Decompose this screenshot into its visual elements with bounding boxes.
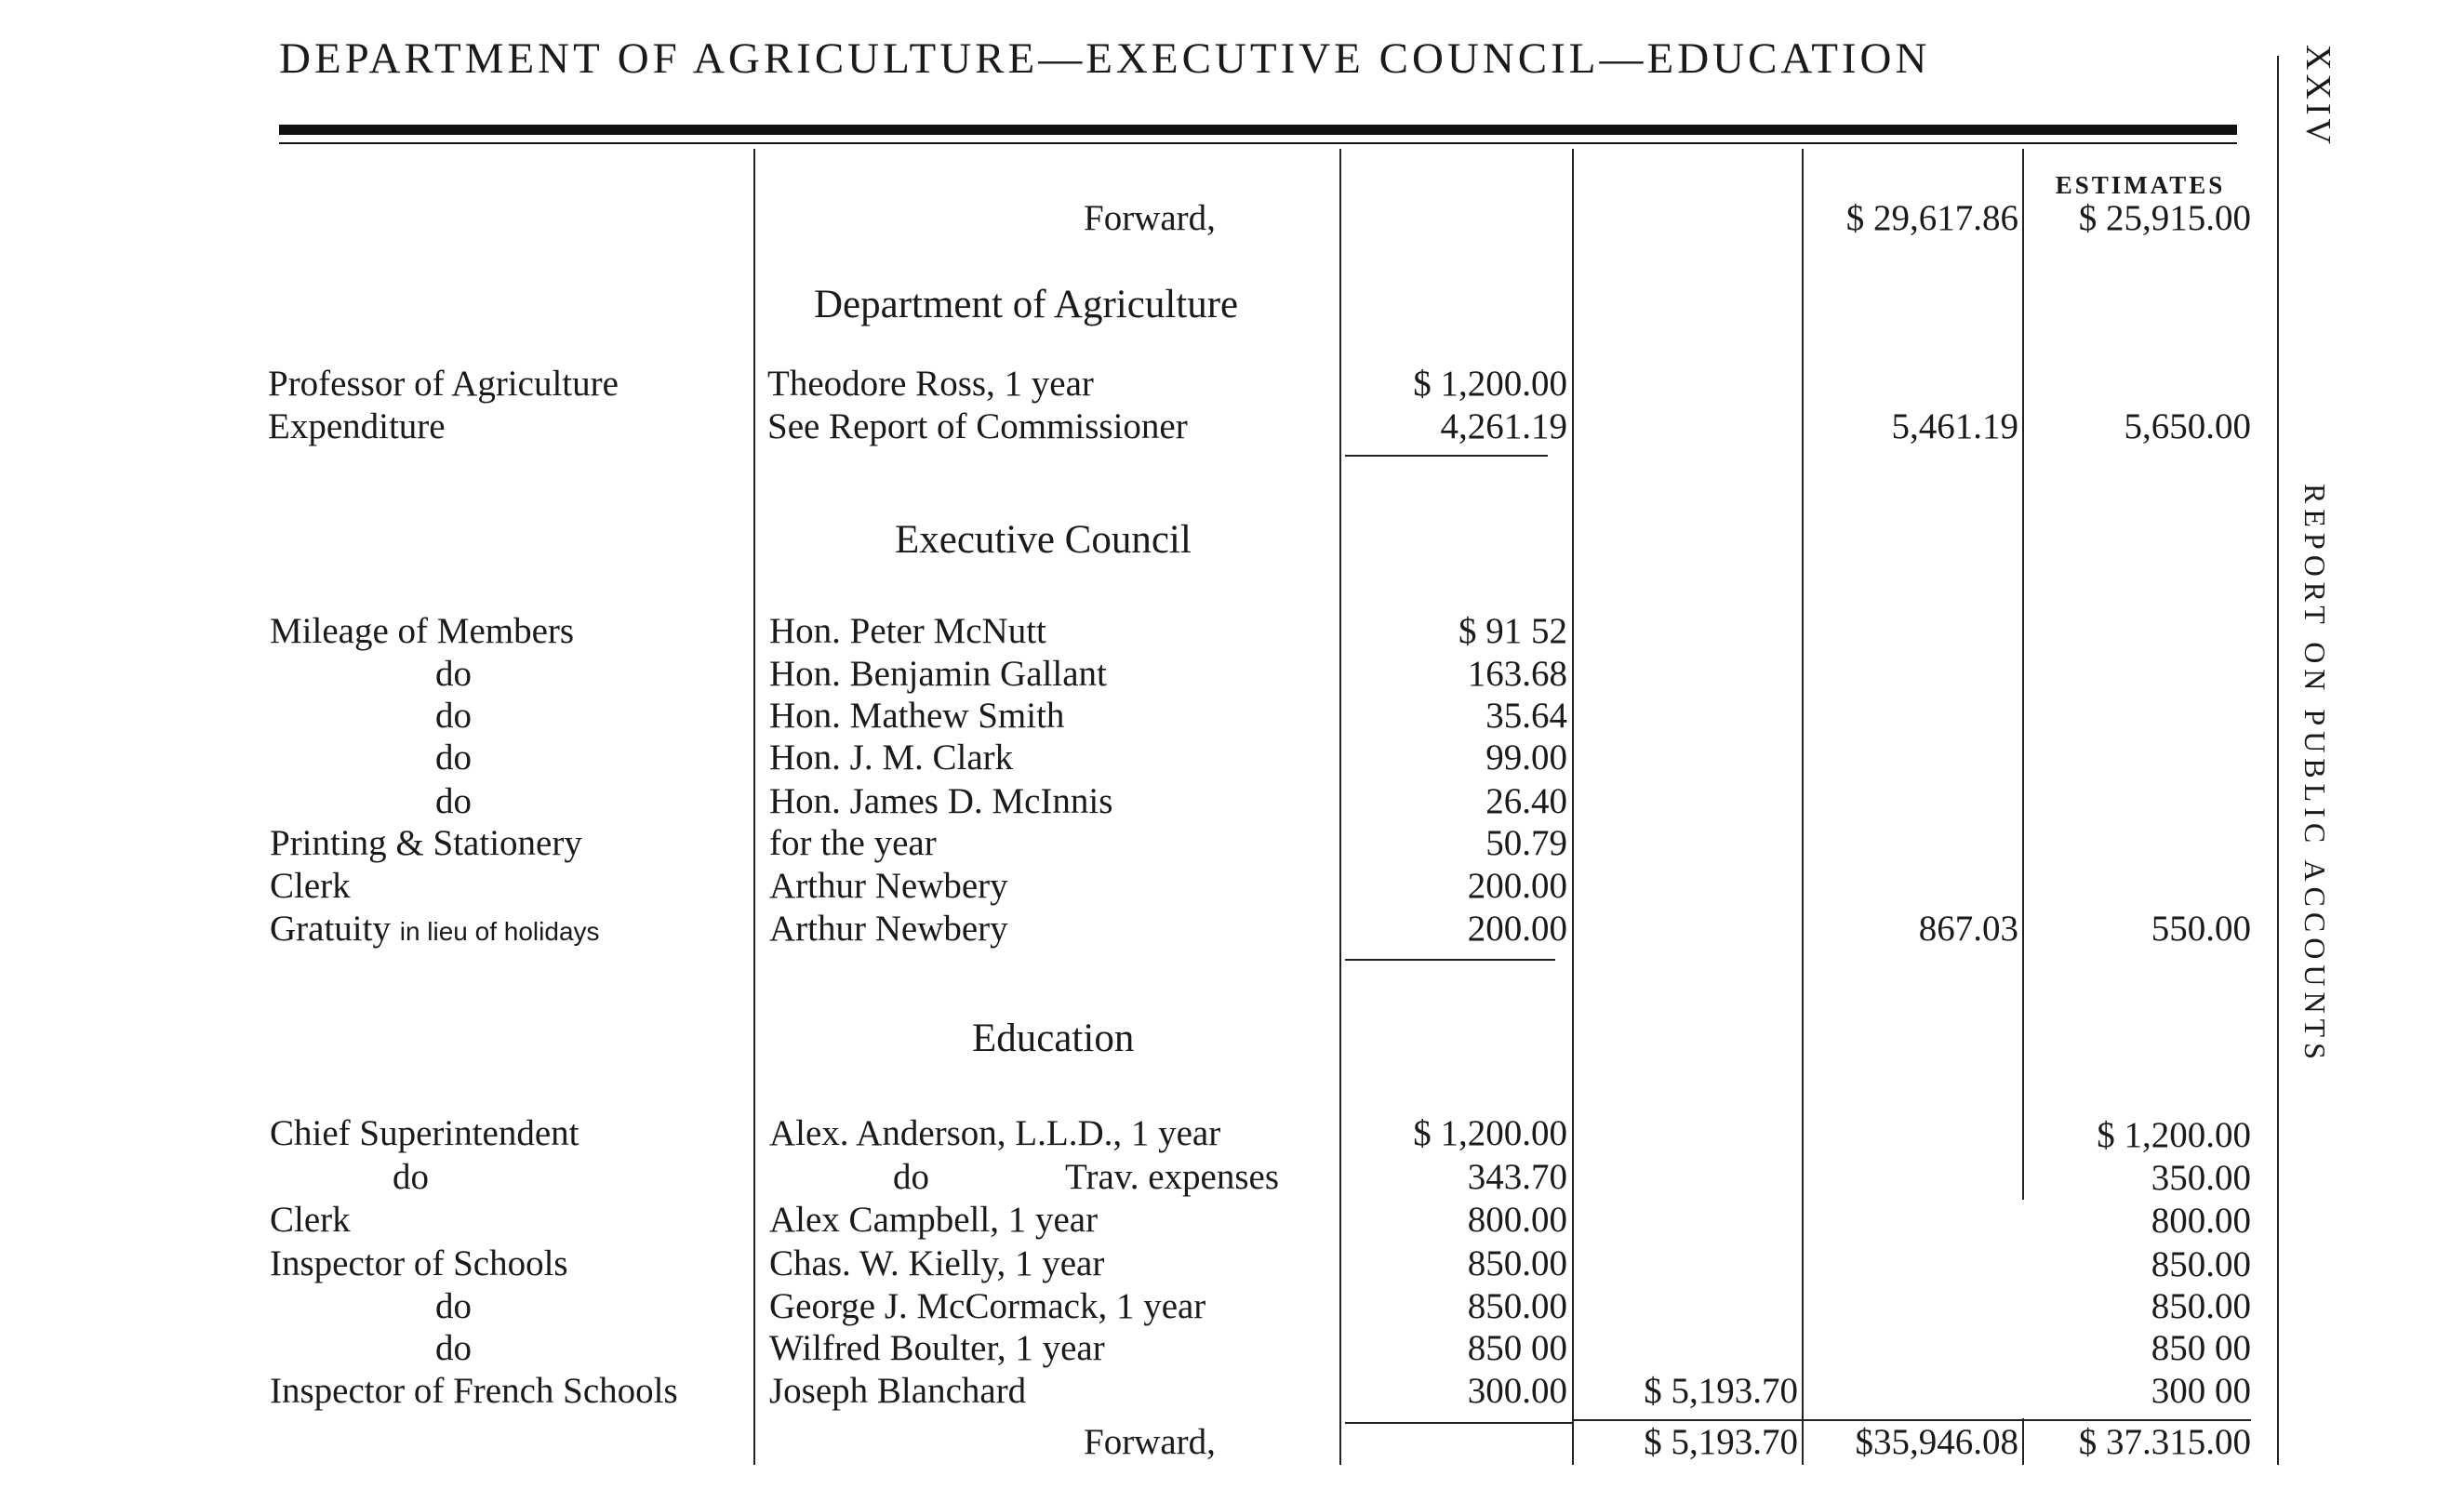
- item-label: Inspector of French Schools: [270, 1371, 678, 1411]
- detail-label: Arthur Newbery: [769, 909, 1008, 949]
- gratuity-row-label: [270, 908, 600, 953]
- item-note: in lieu of holidays: [399, 917, 600, 946]
- detail-label: Alex Campbell, 1 year: [769, 1200, 1099, 1240]
- sum-rule: [1345, 959, 1555, 961]
- amount: 850.00: [1467, 1286, 1567, 1326]
- section-heading-executive: Executive Council: [895, 518, 1192, 562]
- forward-subtotal: $ 5,193.70: [1644, 1422, 1798, 1462]
- item-ditto: do: [435, 1328, 472, 1368]
- estimate: 850 00: [2151, 1328, 2251, 1368]
- amount: $ 1,200.00: [1413, 364, 1567, 404]
- amount: 35.64: [1485, 696, 1567, 736]
- item-label: Mileage of Members: [270, 611, 575, 651]
- detail-label: Joseph Blanchard: [769, 1371, 1027, 1411]
- detail-label: for the year: [769, 823, 937, 863]
- header-rule-thin: [279, 142, 2237, 144]
- detail-label: Hon. James D. McInnis: [769, 781, 1113, 821]
- amount: 99.00: [1485, 738, 1567, 778]
- column-rule: [1802, 149, 1804, 1465]
- amount: 300.00: [1467, 1371, 1567, 1411]
- item-label: Chief Superintendent: [270, 1113, 579, 1153]
- amount: 850 00: [1467, 1328, 1567, 1368]
- section-total: 867.03: [1918, 909, 2018, 949]
- forward-label: Forward,: [1084, 198, 1216, 238]
- item-label: Clerk: [270, 866, 351, 906]
- detail-extra: Trav. expenses: [1065, 1157, 1280, 1197]
- amount: $ 91 52: [1458, 611, 1567, 651]
- detail-label: See Report of Commissioner: [767, 406, 1188, 446]
- detail-label: Hon. Mathew Smith: [769, 696, 1065, 736]
- forward-total: $35,946.08: [1855, 1422, 2018, 1462]
- item-ditto: do: [435, 654, 472, 694]
- detail-label: Hon. Peter McNutt: [769, 611, 1046, 651]
- detail-label: Arthur Newbery: [769, 866, 1008, 906]
- amount: $ 1,200.00: [1413, 1113, 1567, 1153]
- item-label: Inspector of Schools: [270, 1243, 568, 1283]
- detail-ditto: do: [893, 1157, 929, 1197]
- page-title: DEPARTMENT OF AGRICULTURE—EXECUTIVE COUNCIL—EDUCATION: [279, 34, 1931, 83]
- section-estimate: 550.00: [2151, 909, 2251, 949]
- detail-label: George J. McCormack, 1 year: [769, 1286, 1206, 1326]
- item-label: Gratuity: [270, 909, 391, 949]
- header-rule-thick: [279, 125, 2237, 135]
- estimate: $ 1,200.00: [2097, 1115, 2251, 1155]
- item-ditto: do: [393, 1157, 429, 1197]
- item-ditto: do: [435, 781, 472, 821]
- item-label: Professor of Agriculture: [268, 364, 619, 404]
- column-rule: [1339, 149, 1341, 1465]
- amount: 50.79: [1485, 823, 1567, 863]
- amount: 200.00: [1467, 909, 1567, 949]
- detail-label: Chas. W. Kielly, 1 year: [769, 1243, 1105, 1283]
- forward-total: $ 29,617.86: [1845, 198, 2018, 238]
- section-heading-education: Education: [972, 1017, 1135, 1060]
- estimate: 350.00: [2151, 1158, 2251, 1198]
- estimate: 850.00: [2151, 1286, 2251, 1326]
- amount: 4,261.19: [1440, 406, 1567, 446]
- detail-label: Wilfred Boulter, 1 year: [769, 1328, 1105, 1368]
- amount: 26.40: [1485, 781, 1567, 821]
- detail-label: Theodore Ross, 1 year: [767, 364, 1094, 404]
- estimates-label: ESTIMATES: [2055, 171, 2226, 199]
- column-rule: [1572, 149, 1574, 1465]
- detail-label: Hon. J. M. Clark: [769, 738, 1014, 778]
- item-ditto: do: [435, 1286, 472, 1326]
- section-estimate: 5,650.00: [2124, 406, 2251, 446]
- section-heading-agriculture: Department of Agriculture: [814, 283, 1239, 326]
- item-label: Expenditure: [268, 406, 446, 446]
- estimate: 850.00: [2151, 1244, 2251, 1284]
- amount: 163.68: [1467, 654, 1567, 694]
- page-number: XXIV: [2298, 45, 2337, 148]
- forward-label: Forward,: [1084, 1422, 1216, 1462]
- amount: 800.00: [1467, 1200, 1567, 1240]
- section-total: 5,461.19: [1891, 406, 2018, 446]
- item-label: Printing & Stationery: [270, 823, 582, 863]
- margin-rule: [2277, 56, 2279, 1465]
- forward-estimate: $ 25,915.00: [2078, 198, 2251, 238]
- item-ditto: do: [435, 696, 472, 736]
- estimate: 800.00: [2151, 1201, 2251, 1241]
- sum-rule: [1345, 455, 1548, 457]
- detail-label: Hon. Benjamin Gallant: [769, 654, 1107, 694]
- running-title: REPORT ON PUBLIC ACCOUNTS: [2298, 484, 2332, 1065]
- estimate: 300 00: [2151, 1371, 2251, 1411]
- item-label: Clerk: [270, 1200, 351, 1240]
- sum-rule: [1345, 1422, 1572, 1424]
- forward-estimate: $ 37.315.00: [2078, 1422, 2251, 1462]
- column-rule: [753, 149, 755, 1465]
- detail-label: Alex. Anderson, L.L.D., 1 year: [769, 1113, 1221, 1153]
- amount: 343.70: [1467, 1157, 1567, 1197]
- section-subtotal: $ 5,193.70: [1644, 1371, 1798, 1411]
- item-ditto: do: [435, 738, 472, 778]
- amount: 200.00: [1467, 866, 1567, 906]
- column-rule: [2022, 149, 2024, 1200]
- amount: 850.00: [1467, 1243, 1567, 1283]
